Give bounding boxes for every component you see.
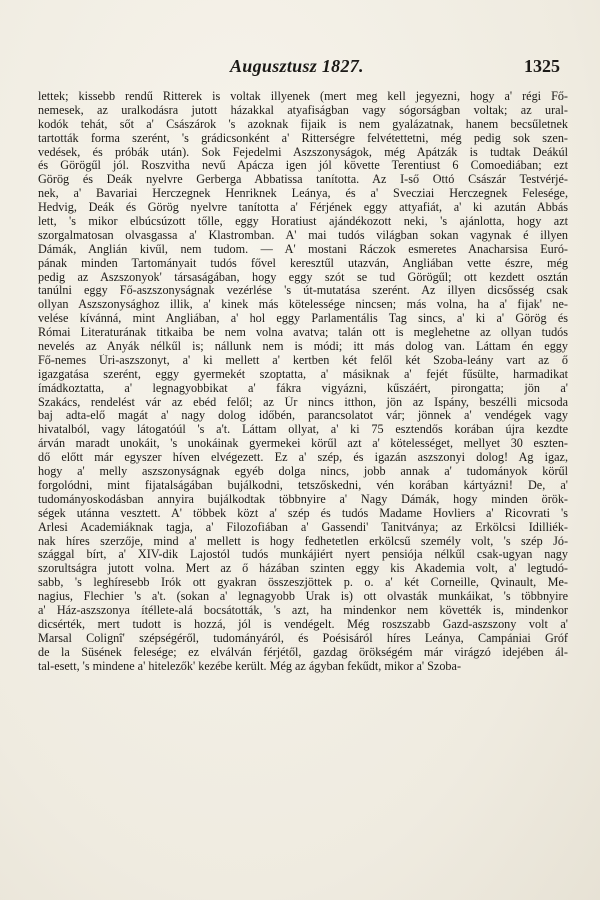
body-text	[38, 90, 568, 673]
text-line: Fő-nemes Úri-aszszonyt, a' ki mellett a' kertben két felől két Szoba-leány vart az ő	[38, 353, 568, 367]
text-line: pedig az Aszszonyok' társaságában, hogy eggy szót se tud Görögűl; ott kezdett osztán	[38, 270, 568, 284]
text-line: Hedvig, Deák és Görög nyelvre tanította a' Férjének eggy attyafiát, a' ki azután Abbás	[38, 201, 568, 215]
page-number: 1325	[524, 56, 560, 76]
text-line: Dámák, Anglián kivűl, nem tudom. — A' mostani Ráczok esmeretes Anacharsisa Euró-	[38, 242, 568, 256]
page-header	[0, 56, 600, 80]
text-line: nemesek, az uralkodásra jutott házakkal atyafiságban vagy sógorságban voltak; az ural-	[38, 103, 568, 117]
text-line: tal-esett, 's mindene a' hitelezők' kezébe került. Még az ágyban fekűdt, mikor a' Szoba-	[38, 659, 461, 673]
text-line: hogy a' melly aszszonyságnak egyéb dolga nincs, jobb annak a' tudományok körűl	[38, 465, 568, 479]
text-line: tanúlni eggy Fő-aszszonyságnak vezérlése 's út-mutatása szerént. Az illyen dicsősség csak	[38, 284, 568, 298]
text-line: nevelés az Anyák nélkűl is; nállunk nem is módi; itt más dolog van. Láttam én eggy	[38, 340, 568, 354]
text-line: ímádkoztatta, a' legnagyobbikat a' fákra vigyázni, kűszáért, pirongatta; jön a'	[38, 381, 568, 395]
text-line: lett, 's mikor elbúcsúzott tőlle, eggy Horatiust ajándékozott neki, 's ajánlotta, hogy azt	[38, 215, 568, 229]
text-line: szorgalmatosan olvasgassa a' Klastromban. A' mai tudós világban sokan vagynak é illyen	[38, 228, 568, 242]
text-line: igazgatása szerént, eggy gyermekét szoptatta, a' másiknak a' fejét fűsülte, harmadikat	[38, 367, 568, 381]
text-line: ségek utánna vesztett. A' többek közt a' szép és tudós Madame Hovliers a' Ricovrati 's	[38, 506, 568, 520]
text-line: velése kívánná, mint Angliában, a' hol eggy Parlamentális Tag sincs, a' ki a' Görög és	[38, 312, 568, 326]
text-line: Görög és Deák nyelvre Gerberga Abbatissa tanította. Az I-ső Ottó Császár Testvérjé-	[38, 173, 568, 187]
text-line: kodók tehát, sőt a' Császárok 's azoknak fijaik is nem gyalázatnak, hanem becsűletnek	[38, 117, 568, 131]
text-line: baj adta-elő magát a' nagy dolog időbén, parancsolatot vár; jönnek a' vendégek vagy	[38, 409, 568, 423]
text-line: nek, a' Bavariai Herczegnek Henriknek Leánya, és a' Svecziai Herczegnek Felesége,	[38, 187, 568, 201]
text-line: forgolódni, mint fijatalságában bujálkodni, tetszőskedni, vén korában kártyázni! De, a'	[38, 478, 568, 492]
text-line: tudományoskodásban annyira bujálkodtak többnyire a' Nagy Dámák, hogy minden örök-	[38, 492, 568, 506]
text-line: nagius, Flechier 's a't. (sokan a' legnagyobb Urak is) ott olvasták munkáikat, 's többnyire	[38, 590, 568, 604]
text-line: nak híres szerzője, mind a' mellett is hogy fedhetetlen erkölcsű személy volt, 's szép Jó-	[38, 534, 568, 548]
text-line: Szakács, rendelést vár az ebéd felől; az Úr nincs itthon, jön az Ispány, beszélli micsoda	[38, 395, 568, 409]
text-line: pának minden Tartományait tudós fővel keresztűl utazván, Angliában vette észre, még	[38, 256, 568, 270]
text-line: tartották forma szerént, 's grádicsonként a' Ritterségre felvétettetni, még pedig sok szen-	[38, 131, 568, 145]
text-line: lettek; kissebb rendű Ritterek is voltak illyenek (mert meg kell jegyezni, hogy a' régi Fő-	[38, 90, 568, 103]
text-line: Római Literaturának titkaiba be nem volna avatva; talán ott is meglehetne az ollyan tudós	[38, 326, 568, 340]
text-line: dő előtt már egyszer híven elvégezett. Ez a' szép, és igazán aszszonyi dolog! Ag igaz,	[38, 451, 568, 465]
text-line: hivatalból, vagy látogatóúl 's a't. Láttam ollyat, a' ki 75 esztendős korában újra kezdte	[38, 423, 568, 437]
text-line: és Görögűl jól. Roszvitha nevű Apácza igen jól követte Terentiust 6 Comoediában; ezt	[38, 159, 568, 173]
text-line: sabb, 's leghíresebb Irók ott gyakran összeszjöttek p. o. a' két Corneille, Qvinault, Me-	[38, 576, 568, 590]
text-line: de la Süsének felesége; ez elválván férjétől, gazdag örökségém már virágzó idejében ál-	[38, 645, 568, 659]
text-line: szággal bírt, a' XIV-dik Lajostól tudós munkájiért nyert pensiója nélkűl csak-ugyan nagy	[38, 548, 568, 562]
text-line: vedések, és próbák után). Sok Fejedelmi Aszszonyságok, még Apátzák is tudtak Deákúl	[38, 145, 568, 159]
running-title: Augusztusz 1827.	[230, 56, 364, 76]
text-line: szorultságra jutott volna. Mert az ő házában szinten eggy kis Akademia volt, a' legtudó-	[38, 562, 568, 576]
text-line: dicsérték, mert tudott is hozzá, jól is vendégelt. Még roszszabb Gazd-aszszony volt a'	[38, 617, 568, 631]
text-line: árván maradt unokáit, 's unokáinak gyermekei körűl azt a' kötelességet, mellyet 30 eszten-	[38, 437, 568, 451]
text-line: Arlesi Academiáknak tagja, a' Filozofiában a' Gassendi' Tanitványa; az Erkölcsi Idilliék-	[38, 520, 568, 534]
text-line: ollyan Aszszonysághoz illik, a' kinek más kötelessége nincsen; más volna, ha a' fijak' ne-	[38, 298, 568, 312]
text-line: Marsal Colignî' szépségéről, tudományáról, és Poésisáról híres Leánya, Campániai Gróf	[38, 631, 568, 645]
text-line: a' Ház-aszszonya ítéllete-alá bocsátották, 's azt, ha mindenkor nem követték is, mindenkor	[38, 603, 568, 617]
